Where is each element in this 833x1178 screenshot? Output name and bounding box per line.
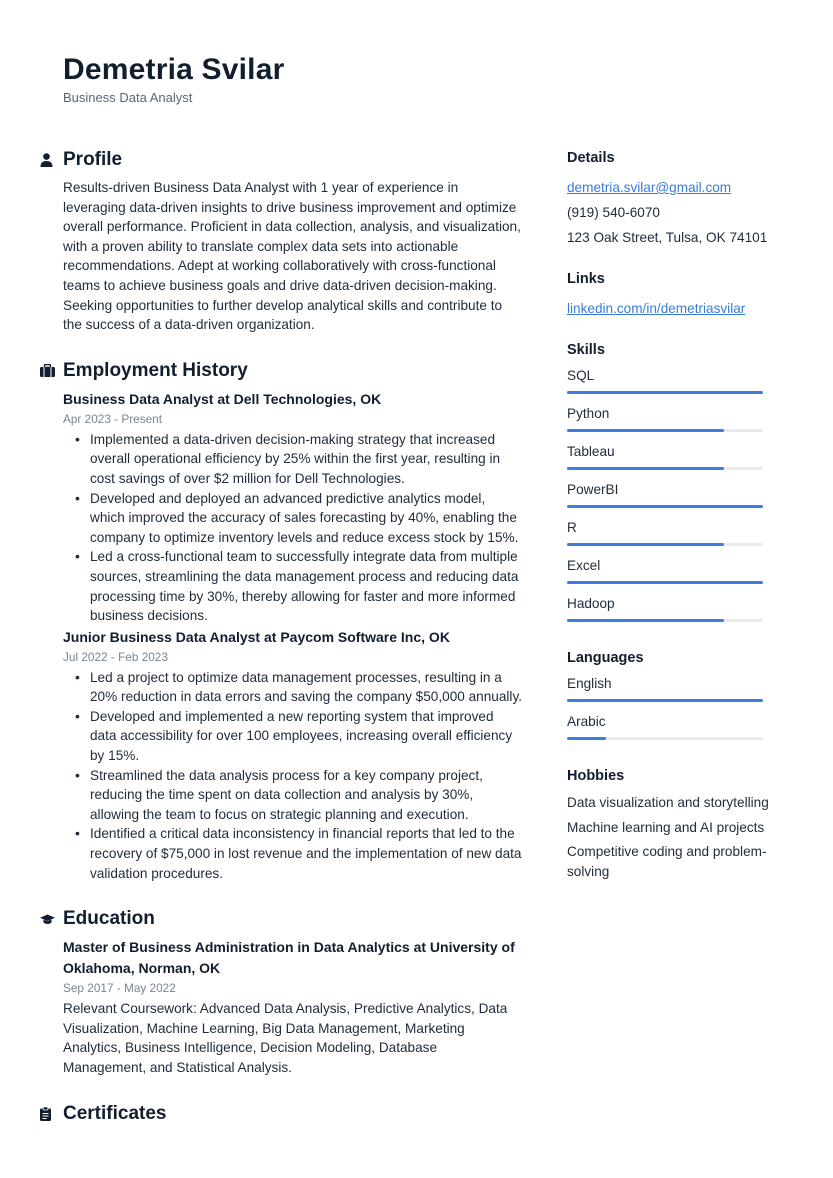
skills-item bbox=[567, 557, 772, 595]
graduation-cap-icon bbox=[40, 914, 63, 925]
person-icon bbox=[40, 153, 63, 167]
skills-list bbox=[567, 367, 772, 633]
skills-heading: Skills bbox=[567, 342, 605, 358]
education-dates: Sep 2017 - May 2022 bbox=[63, 981, 176, 996]
skills-section bbox=[567, 339, 772, 633]
employment-section bbox=[40, 356, 522, 883]
skills-level-track bbox=[567, 543, 763, 546]
skills-level-track bbox=[567, 581, 763, 584]
skills-item bbox=[567, 481, 772, 519]
links-section bbox=[567, 268, 772, 321]
skills-label: PowerBI bbox=[567, 482, 619, 497]
skills-level-fill bbox=[567, 391, 763, 394]
phone-number: (919) 540-6070 bbox=[567, 205, 660, 220]
address: 123 Oak Street, Tulsa, OK 74101 bbox=[567, 230, 768, 245]
languages-level-fill bbox=[567, 699, 763, 702]
languages-level-track bbox=[567, 737, 763, 740]
job-bullet: • Implemented a data-driven decision-making strategy that increased overall operational efficiency by 25% within the first year, resulting in cost savings of over $2 million for Dell Technologies. bbox=[63, 430, 522, 489]
languages-section bbox=[567, 647, 772, 751]
skills-label: Hadoop bbox=[567, 596, 615, 611]
job-bullets bbox=[63, 430, 522, 626]
languages-heading: Languages bbox=[567, 650, 644, 666]
job-title: Junior Business Data Analyst at Paycom Software Inc, OK bbox=[63, 628, 450, 645]
resume-header bbox=[63, 52, 284, 105]
skills-level-track bbox=[567, 391, 763, 394]
hobbies-section bbox=[567, 765, 772, 881]
job-bullet: • Developed and implemented a new reporting system that improved data accessibility for over 100 employees, increasing overall efficiency by 15%. bbox=[63, 707, 522, 766]
skills-item bbox=[567, 595, 772, 633]
skills-level-fill bbox=[567, 543, 724, 546]
job-bullet: • Streamlined the data analysis process for a key company project, reducing the time spent on data collection and analysis by 30%, allowing the team to focus on strategic planning and execution. bbox=[63, 766, 522, 825]
skills-level-fill bbox=[567, 619, 724, 622]
skills-item bbox=[567, 519, 772, 557]
profile-heading-row bbox=[40, 145, 522, 175]
certificates-heading: Certificates bbox=[63, 1102, 167, 1124]
skills-label: Tableau bbox=[567, 444, 615, 459]
profile-section bbox=[40, 145, 522, 335]
skills-item bbox=[567, 367, 772, 405]
languages-level-fill bbox=[567, 737, 606, 740]
hobby-item: Data visualization and storytelling bbox=[567, 795, 769, 810]
skills-item bbox=[567, 405, 772, 443]
skills-level-fill bbox=[567, 581, 763, 584]
job-bullet: • Led a project to optimize data management processes, resulting in a 20% reduction in data errors and saving the company $50,000 annually. bbox=[63, 668, 522, 707]
education-entry bbox=[63, 937, 522, 1077]
profile-heading: Profile bbox=[63, 149, 123, 170]
job-dates: Apr 2023 - Present bbox=[63, 411, 163, 426]
candidate-name: Demetria Svilar bbox=[63, 53, 285, 86]
email-link[interactable]: demetria.svilar@gmail.com bbox=[567, 180, 732, 195]
skills-item bbox=[567, 443, 772, 481]
skills-level-track bbox=[567, 429, 763, 432]
linkedin-link[interactable]: linkedin.com/in/demetriasvilar bbox=[567, 301, 746, 316]
education-heading-row bbox=[40, 904, 522, 934]
certificates-heading-row bbox=[40, 1099, 522, 1129]
hobby-item: Competitive coding and problem-solving bbox=[567, 844, 767, 879]
clipboard-icon bbox=[40, 1107, 63, 1121]
languages-level-track bbox=[567, 699, 763, 702]
skills-level-track bbox=[567, 619, 763, 622]
skills-label: Excel bbox=[567, 558, 601, 573]
skills-level-fill bbox=[567, 505, 763, 508]
education-heading: Education bbox=[63, 908, 155, 930]
job-bullets bbox=[63, 668, 522, 884]
skills-level-fill bbox=[567, 467, 724, 470]
education-coursework: Relevant Coursework: Advanced Data Analysis, Predictive Analytics, Data Visualization, Machine Learning, Big Data Management, Marketing Analytics, Business Intelligence, Decision Modeling, Database Management, and Statistical Analysis. bbox=[63, 1001, 508, 1075]
certificates-section bbox=[40, 1099, 522, 1129]
links-heading: Links bbox=[567, 271, 605, 287]
skills-label: Python bbox=[567, 406, 610, 421]
degree-title: Master of Business Administration in Data Analytics at University of Oklahoma, Norman, OK bbox=[63, 939, 515, 977]
languages-item bbox=[567, 713, 772, 751]
languages-item bbox=[567, 675, 772, 713]
skills-level-fill bbox=[567, 429, 724, 432]
languages-label: English bbox=[567, 676, 612, 691]
job-entry bbox=[63, 389, 522, 626]
details-section bbox=[567, 147, 772, 250]
job-title: Business Data Analyst at Dell Technologies, OK bbox=[63, 390, 382, 407]
skills-level-track bbox=[567, 467, 763, 470]
profile-summary: Results-driven Business Data Analyst with 1 year of experience in leveraging data-driven insights to drive business improvement and optimize overall performance. Proficient in data collection, analysis, and visualization, with a proven ability to translate complex data sets into actionable recommendations. Adept at working collaboratively with cross-functional teams to achieve business goals and drive data-driven decision-making. Seeking opportunities to further develop analytical skills and contribute to the success of a data-driven organization. bbox=[63, 180, 521, 333]
sidebar-column bbox=[567, 147, 772, 899]
skills-level-track bbox=[567, 505, 763, 508]
job-bullet: • Developed and deployed an advanced predictive analytics model, which improved the accuracy of sales forecasting by 40%, enabling the company to optimize inventory levels and reduce excess stock by 15%. bbox=[63, 489, 522, 548]
job-entry bbox=[63, 627, 522, 884]
languages-label: Arabic bbox=[567, 714, 606, 729]
languages-list bbox=[567, 675, 772, 751]
employment-heading: Employment History bbox=[63, 359, 248, 381]
details-heading: Details bbox=[567, 150, 615, 166]
briefcase-icon bbox=[40, 364, 63, 377]
job-dates: Jul 2022 - Feb 2023 bbox=[63, 649, 168, 664]
skills-label: R bbox=[567, 520, 577, 535]
education-section bbox=[40, 904, 522, 1077]
employment-heading-row bbox=[40, 356, 522, 386]
candidate-title: Business Data Analyst bbox=[63, 90, 193, 105]
skills-label: SQL bbox=[567, 368, 595, 383]
hobby-item: Machine learning and AI projects bbox=[567, 819, 765, 835]
hobbies-heading: Hobbies bbox=[567, 768, 625, 784]
job-bullet: • Identified a critical data inconsistency in financial reports that led to the recovery of $75,000 in lost revenue and the implementation of new data validation procedures. bbox=[63, 824, 522, 883]
job-bullet: • Led a cross-functional team to successfully integrate data from multiple sources, streamlining the data management process and reducing data processing time by 30%, thereby allowing for faster and more informed business decisions. bbox=[63, 547, 522, 625]
main-column bbox=[40, 145, 522, 1129]
